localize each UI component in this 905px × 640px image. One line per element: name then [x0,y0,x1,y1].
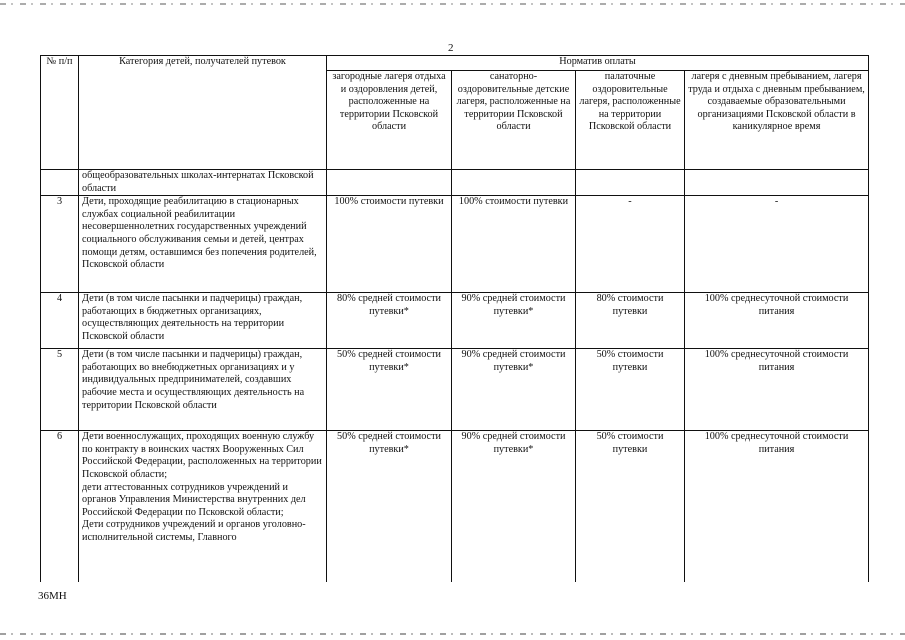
row-number [41,170,79,196]
header-day-camps: лагеря с дневным пребыванием, лагеря труда и отдыха с дневным пребыванием, создаваемые образовательными организациями Псковской области в каникулярное время [685,71,869,170]
header-country-camps: загородные лагеря отдыха и оздоровления детей, расположенные на территории Псковской области [327,71,452,170]
category-line: дети аттестованных сотрудников учреждений и органов Управления Министерства внутренних дел Российской Федерации по Псковской области; [82,481,306,518]
page-number: 2 [448,42,454,54]
row-value [576,170,685,196]
scan-edge-bottom [0,633,905,635]
row-value: 90% средней стоимости путевки* [452,349,576,431]
header-number: № п/п [41,56,79,170]
row-value [327,170,452,196]
category-line: Дети военнослужащих, проходящих военную службу по контракту в воинских частях Вооруженных Сил Российской Федерации, расположенных на территории Псковской области; [82,431,322,480]
row-value: - [685,196,869,293]
category-line: Дети сотрудников учреждений и органов уголовно-исполнительной системы, Главного [82,519,306,543]
header-category: Категория детей, получателей путевок [79,56,327,170]
row-value: 100% среднесуточной стоимости питания [685,293,869,349]
category-line: Дети, проходящие реабилитацию в стационарных службах социальной реабилитации несовершеннолетних государственных учреждений социального обслуживания семьи и детей, центрах помощи детям, оставшимся без попечения родителей, Псковской области [82,196,317,271]
row-value: 100% стоимости путевки [452,196,576,293]
row-value: 80% средней стоимости путевки* [327,293,452,349]
scan-edge-top [0,3,905,5]
row-category [79,293,327,349]
table-row [41,293,869,349]
header-tent-camps: палаточные оздоровительные лагеря, расположенные на территории Псковской области [576,71,685,170]
category-line: Дети (в том числе пасынки и падчерицы) граждан, работающих в бюджетных организациях, осуществляющих деятельность на территории Псковской области [82,293,303,342]
header-payment-norm: Норматив оплаты [327,56,869,71]
row-value: 50% средней стоимости путевки* [327,349,452,431]
row-value: 50% стоимости путевки [576,349,685,431]
table-row-continuation [41,170,869,196]
header-sanatorium-camps: санаторно-оздоровительные детские лагеря, расположенные на территории Псковской области [452,71,576,170]
row-value: 100% среднесуточной стоимости питания [685,349,869,431]
row-category [79,196,327,293]
footer-code: 36МН [38,590,67,602]
table-row [41,196,869,293]
row-number: 6 [41,431,79,582]
row-value: 80% стоимости путевки [576,293,685,349]
row-value [685,170,869,196]
row-value: - [576,196,685,293]
row-category [79,431,327,582]
row-value: 100% среднесуточной стоимости питания [685,431,869,582]
row-value: 50% стоимости путевки [576,431,685,582]
row-number: 5 [41,349,79,431]
row-value: 100% стоимости путевки [327,196,452,293]
category-line: Дети (в том числе пасынки и падчерицы) граждан, работающих во внебюджетных организациях и у индивидуальных предпринимателей, создавших рабочие места и осуществляющих деятельность на территории Псковской области [82,349,305,411]
row-value [452,170,576,196]
row-category: общеобразовательных школах-интернатах Псковской области [79,170,327,196]
table-row [41,349,869,431]
row-category [79,349,327,431]
row-value: 90% средней стоимости путевки* [452,293,576,349]
row-value: 90% средней стоимости путевки* [452,431,576,582]
row-value: 50% средней стоимости путевки* [327,431,452,582]
row-number: 4 [41,293,79,349]
payment-norms-table [40,55,869,582]
table-row [41,431,869,582]
row-number: 3 [41,196,79,293]
